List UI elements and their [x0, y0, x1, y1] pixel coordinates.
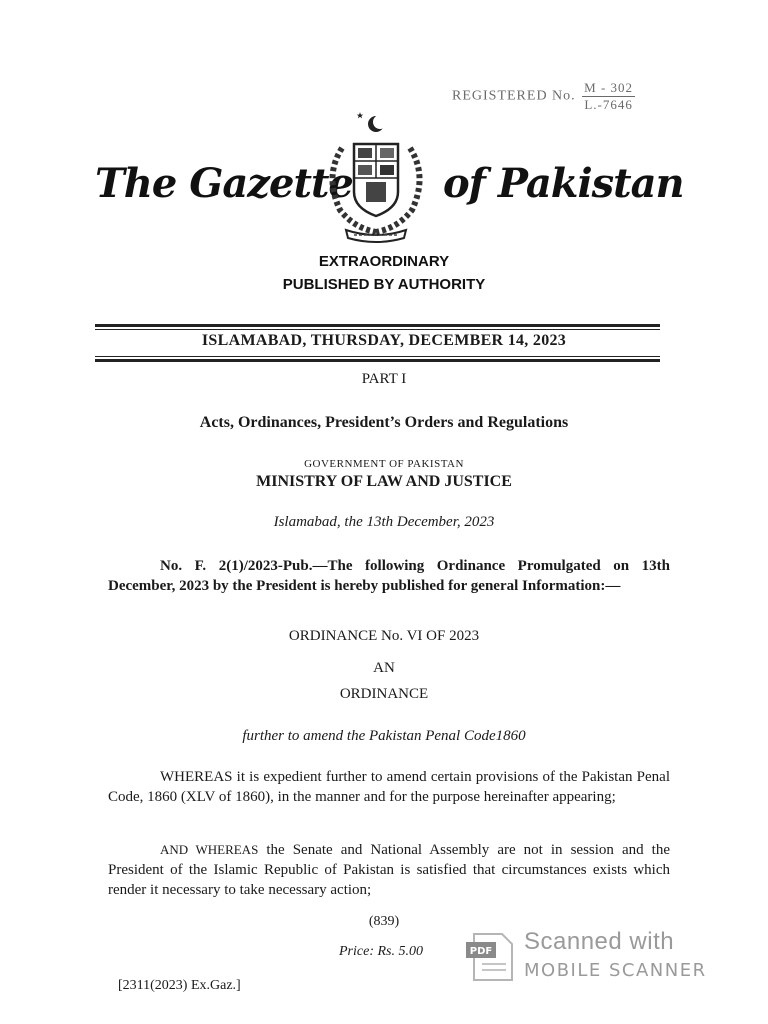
scanner-watermark [466, 926, 726, 988]
ordinance-word: ORDINANCE [339, 686, 429, 702]
extraordinary-heading: EXTRAORDINARY [318, 253, 450, 270]
published-heading: PUBLISHED BY AUTHORITY [282, 276, 486, 293]
ordinance-purpose: further to amend the Pakistan Penal Code1860 [242, 728, 526, 744]
registered-code-top: M - 302 [584, 80, 634, 95]
pdf-document-icon [466, 930, 516, 984]
watermark-line2: MOBILE SCANNER [524, 960, 707, 981]
dateline: ISLAMABAD, THURSDAY, DECEMBER 14, 2023 [201, 332, 567, 349]
ordinance-an: AN [373, 660, 395, 676]
registered-label: REGISTERED No. [452, 88, 576, 104]
and-whereas-word: AND WHEREAS [160, 842, 259, 857]
section-heading: Acts, Ordinances, President’s Orders and Regulations [199, 414, 569, 431]
bottom-rule-thick [95, 359, 660, 362]
ordinance-number: ORDINANCE No. VI OF 2023 [288, 628, 480, 644]
and-whereas-text: the Senate and National Assembly are not in session and the President of the Islamic Republic of Pakistan is satisfied that circumstances exists which render it necessary to take necessary action; [108, 842, 670, 898]
notice-paragraph [108, 556, 670, 596]
page-number: (839) [368, 914, 400, 929]
ministry-name: MINISTRY OF LAW AND JUSTICE [256, 473, 512, 490]
whereas-word: WHEREAS [160, 769, 233, 785]
whereas-text: it is expedient further to amend certain provisions of the Pakistan Penal Code, 1860 (XLV of 1860), in the manner and for the purpose hereinafter appearing; [108, 769, 670, 805]
price-label: Price: Rs. 5.00 [339, 944, 423, 959]
gazette-reference: [2311(2023) Ex.Gaz.] [118, 978, 241, 993]
masthead-title-right: of Pakistan [443, 160, 684, 207]
top-rule-thick [95, 324, 660, 327]
part-heading: PART I [361, 371, 407, 387]
dated-line: Islamabad, the 13th December, 2023 [273, 514, 495, 530]
bottom-rule-thin [95, 356, 660, 357]
notice-text: No. F. 2(1)/2023-Pub.—The following Ordinance Promulgated on 13th December, 2023 by the President is hereby published for general Information:— [108, 558, 670, 594]
and-whereas-paragraph [108, 840, 670, 900]
pdf-icon-label: PDF [469, 946, 493, 957]
masthead-title-left: The Gazette [95, 160, 353, 207]
registered-number [452, 80, 635, 113]
registered-code [582, 80, 635, 113]
top-rule-thin [95, 329, 660, 330]
registered-code-bottom: L.-7646 [584, 97, 633, 112]
state-emblem-icon [318, 112, 434, 244]
government-label: GOVERNMENT OF PAKISTAN [304, 458, 464, 470]
watermark-line1: Scanned with [524, 928, 675, 955]
whereas-paragraph [108, 767, 670, 807]
